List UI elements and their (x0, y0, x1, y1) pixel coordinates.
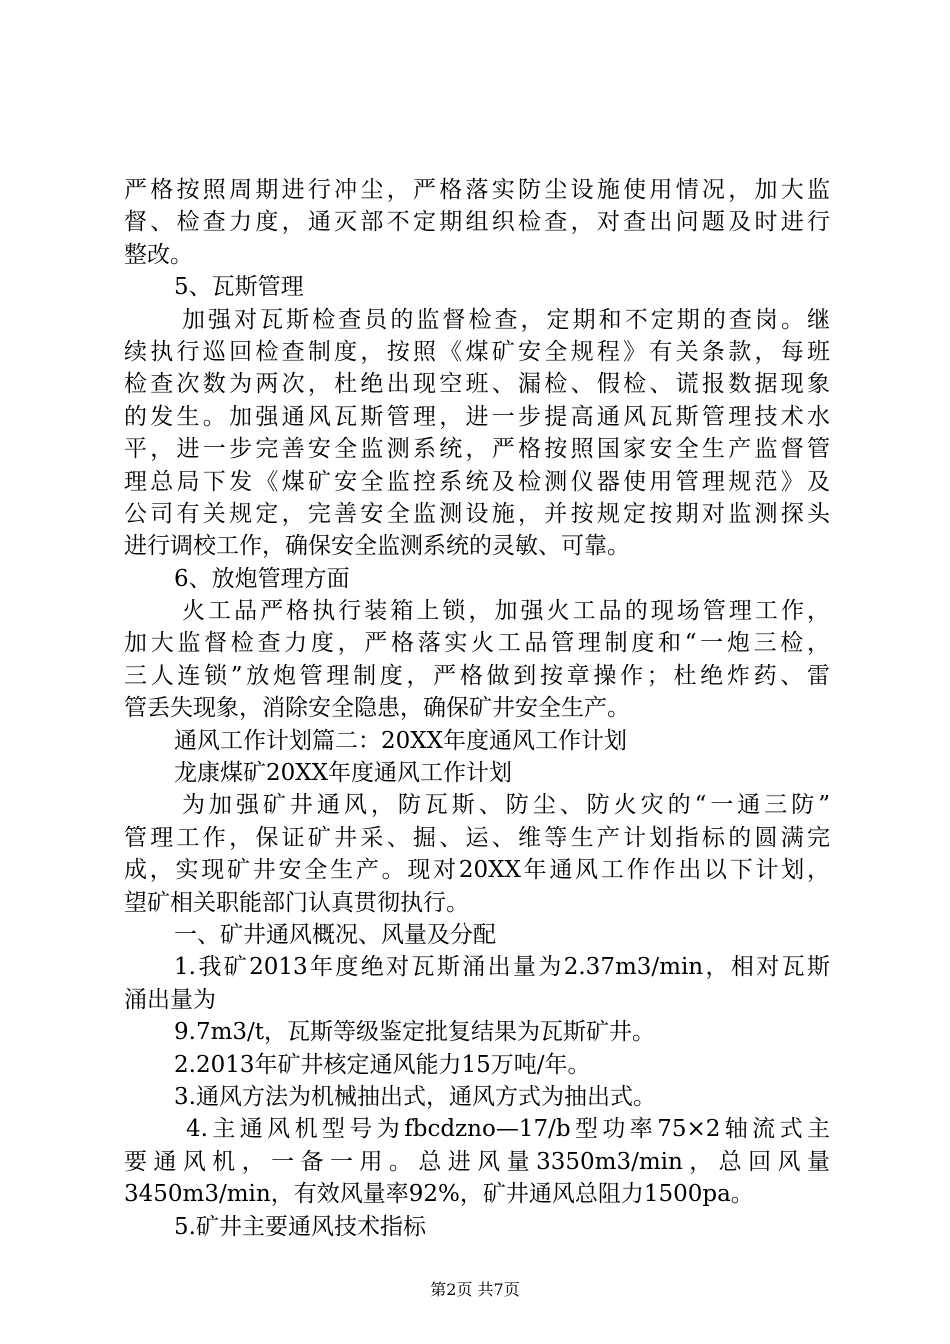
text-line: 的发生。加强通风瓦斯管理，进一步提高通风瓦斯管理技术水 (124, 403, 830, 430)
text-line: 续执行巡回检查制度，按照《煤矿安全规程》有关条款，每班 (124, 338, 830, 365)
text-line: 三人连锁”放炮管理制度，严格做到按章操作；杜绝炸药、雷 (124, 662, 830, 689)
text-line: 通风工作计划篇二：20XX年度通风工作计划 (174, 727, 628, 754)
text-line: 4.主通风机型号为fbcdzno—17/b型功率75×2轴流式主 (186, 1116, 830, 1143)
text-line: 2.2013年矿井核定通风能力15万吨/年。 (174, 1051, 591, 1078)
text-line: 成，实现矿井安全生产。现对20XX年通风工作作出以下计划， (124, 857, 830, 884)
text-line: 理总局下发《煤矿安全监控系统及检测仪器使用管理规范》及 (124, 468, 830, 495)
text-line: 管丢失现象，消除安全隐患，确保矿井安全生产。 (124, 695, 630, 722)
text-line: 进行调校工作，确保安全监测系统的灵敏、可靠。 (124, 533, 630, 560)
text-line: 加大监督检查力度，严格落实火工品管理制度和“一炮三检， (124, 630, 830, 657)
text-line: 督、检查力度，通灭部不定期组织检查，对查出问题及时进行 (124, 209, 830, 236)
text-line: 1.我矿2013年度绝对瓦斯涌出量为2.37m3/min，相对瓦斯 (174, 954, 830, 981)
text-line: 严格按照周期进行冲尘，严格落实防尘设施使用情况，加大监 (124, 177, 830, 203)
text-line: 为加强矿井通风，防瓦斯、防尘、防火灾的“一通三防” (182, 792, 830, 819)
text-line: 3.通风方法为机械抽出式，通风方式为抽出式。 (174, 1083, 656, 1110)
text-line: 检查次数为两次，杜绝出现空班、漏检、假检、谎报数据现象 (124, 371, 830, 398)
document-body (124, 174, 830, 1243)
text-line: 一、矿井通风概况、风量及分配 (174, 921, 496, 948)
text-line: 3450m3/min，有效风量率92%，矿井通风总阻力1500pa。 (124, 1181, 754, 1208)
page-footer (0, 1280, 950, 1300)
text-line: 整改。 (124, 241, 193, 268)
page-number: 第2页 共7页 (430, 1280, 520, 1299)
text-line: 加强对瓦斯检查员的监督检查，定期和不定期的查岗。继 (182, 306, 830, 333)
text-line: 涌出量为 (124, 986, 216, 1013)
text-line: 望矿相关职能部门认真贯彻执行。 (124, 889, 469, 916)
text-line: 6、放炮管理方面 (174, 565, 350, 592)
text-line: 5.矿井主要通风技术指标 (174, 1213, 426, 1240)
text-line: 9.7m3/t，瓦斯等级鉴定批复结果为瓦斯矿井。 (174, 1019, 656, 1046)
text-line: 火工品严格执行装箱上锁，加强火工品的现场管理工作， (182, 598, 830, 625)
text-line: 管理工作，保证矿井采、掘、运、维等生产计划指标的圆满完 (124, 824, 830, 851)
text-line: 平，进一步完善安全监测系统，严格按照国家安全生产监督管 (124, 436, 830, 463)
text-line: 龙康煤矿20XX年度通风工作计划 (174, 760, 513, 787)
text-line: 5、瓦斯管理 (174, 274, 304, 301)
text-line: 要通风机，一备一用。总进风量3350m3/min，总回风量 (124, 1148, 830, 1175)
text-line: 公司有关规定，完善安全监测设施，并按规定按期对监测探头 (124, 500, 830, 527)
